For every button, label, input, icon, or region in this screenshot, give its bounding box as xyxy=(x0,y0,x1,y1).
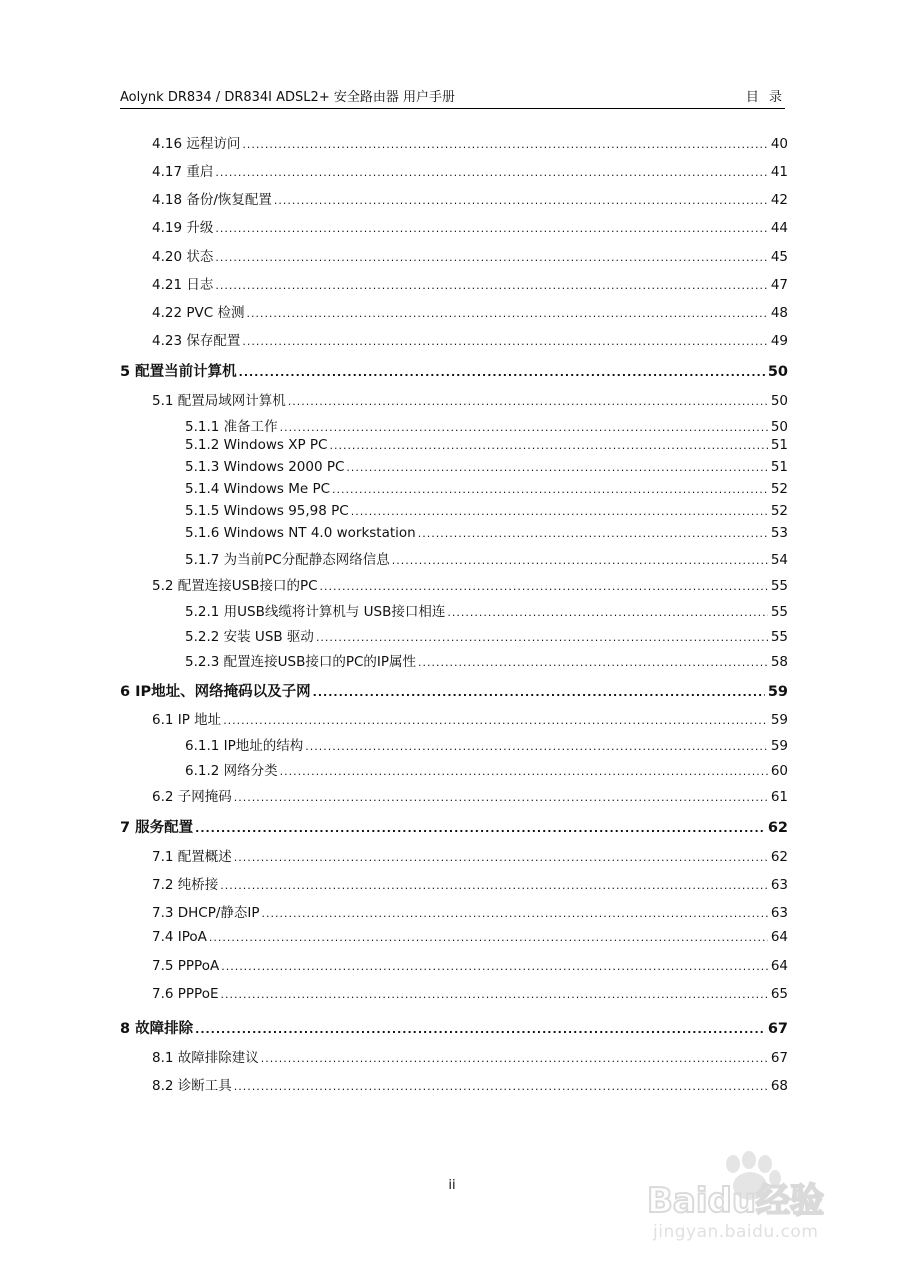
toc-entry-page: 55 xyxy=(770,578,788,594)
toc-entry-page: 51 xyxy=(770,459,788,475)
toc-entry[interactable] xyxy=(152,708,788,728)
toc-entry-page: 55 xyxy=(770,629,788,645)
toc-entry[interactable] xyxy=(185,650,788,670)
toc-entry[interactable] xyxy=(185,525,788,545)
toc-entry-page: 64 xyxy=(770,929,788,945)
toc-entry[interactable] xyxy=(152,986,788,1006)
toc-entry[interactable] xyxy=(152,574,788,594)
toc-entry-page: 59 xyxy=(770,712,788,728)
toc-entry-page: 50 xyxy=(770,419,788,435)
toc-entry[interactable] xyxy=(185,734,788,754)
toc-entry-title: 7.6 PPPoE xyxy=(152,986,219,1002)
toc-entry-page: 44 xyxy=(770,220,788,236)
toc-entry[interactable] xyxy=(185,437,788,457)
toc-entry-page: 55 xyxy=(770,604,788,620)
toc-entry-page: 67 xyxy=(767,1021,788,1037)
toc-entry[interactable] xyxy=(152,845,788,865)
toc-entry-title: 6 IP地址、网络掩码以及子网 xyxy=(120,684,311,700)
toc-entry-title: 7.5 PPPoA xyxy=(152,958,220,974)
toc-entry-title: 5.1.7 为当前PC分配静态网络信息 xyxy=(185,552,390,568)
toc-chapter[interactable] xyxy=(120,680,788,700)
toc-entry-title: 7.2 纯桥接 xyxy=(152,877,219,893)
toc-entry-page: 63 xyxy=(770,905,788,921)
toc-entry-page: 60 xyxy=(770,763,788,779)
toc-entry[interactable] xyxy=(185,759,788,779)
toc-entry[interactable] xyxy=(152,1074,788,1094)
toc-entry-page: 51 xyxy=(770,437,788,453)
toc-entry-title: 5.1 配置局域网计算机 xyxy=(152,393,286,409)
svg-text:Baidu经验: Baidu经验 xyxy=(647,1181,825,1221)
toc-entry-page: 52 xyxy=(770,481,788,497)
toc-entry-title: 6.1.2 网络分类 xyxy=(185,763,278,779)
toc-entry-title: 7.3 DHCP/静态IP xyxy=(152,905,260,921)
document-title: Aolynk DR834 / DR834I ADSL2+ 安全路由器 用户手册 xyxy=(120,90,455,105)
toc-entry[interactable] xyxy=(185,600,788,620)
toc-entry[interactable] xyxy=(152,785,788,805)
toc-entry-page: 40 xyxy=(770,136,788,152)
toc-chapter[interactable] xyxy=(120,816,788,836)
toc-entry-page: 68 xyxy=(770,1078,788,1094)
toc-entry-title: 5.1.1 准备工作 xyxy=(185,419,278,435)
toc-entry[interactable] xyxy=(152,273,788,293)
toc-entry-title: 5.2.3 配置连接USB接口的PC的IP属性 xyxy=(185,654,417,670)
page-header xyxy=(120,86,785,109)
toc-entry[interactable] xyxy=(152,958,788,978)
toc-entry[interactable] xyxy=(152,188,788,208)
toc-entry[interactable] xyxy=(185,415,788,435)
toc-entry-title: 4.18 备份/恢复配置 xyxy=(152,192,272,208)
toc-entry[interactable] xyxy=(152,929,788,949)
toc-entry-title: 7.4 IPoA xyxy=(152,929,207,945)
toc-entry-title: 5.2 配置连接USB接口的PC xyxy=(152,578,318,594)
toc-entry-page: 54 xyxy=(770,552,788,568)
toc-entry-page: 47 xyxy=(770,277,788,293)
toc-entry[interactable] xyxy=(152,1046,788,1066)
toc-entry-title: 7.1 配置概述 xyxy=(152,849,232,865)
toc-entry[interactable] xyxy=(152,389,788,409)
toc-entry-page: 50 xyxy=(767,364,788,380)
section-title: 目 录 xyxy=(745,90,785,105)
toc-entry[interactable] xyxy=(185,481,788,501)
toc-entry[interactable] xyxy=(152,160,788,180)
toc-entry-page: 63 xyxy=(770,877,788,893)
toc-entry-title: 4.20 状态 xyxy=(152,249,214,265)
baidu-jingyan-watermark xyxy=(645,1150,855,1250)
toc-entry-title: 5.1.2 Windows XP PC xyxy=(185,437,328,453)
toc-entry[interactable] xyxy=(152,301,788,321)
toc-entry-page: 48 xyxy=(770,305,788,321)
toc-entry-title: 5.1.6 Windows NT 4.0 workstation xyxy=(185,525,416,541)
toc-entry-title: 4.22 PVC 检测 xyxy=(152,305,245,321)
toc-entry-title: 8.1 故障排除建议 xyxy=(152,1050,259,1066)
toc-entry-title: 5.1.5 Windows 95,98 PC xyxy=(185,503,349,519)
toc-entry-page: 42 xyxy=(770,192,788,208)
toc-entry-title: 4.17 重启 xyxy=(152,164,214,180)
toc-entry[interactable] xyxy=(185,625,788,645)
toc-entry-title: 4.19 升级 xyxy=(152,220,214,236)
toc-entry-page: 64 xyxy=(770,958,788,974)
toc-entry-title: 4.16 远程访问 xyxy=(152,136,241,152)
toc-entry-page: 52 xyxy=(770,503,788,519)
toc-entry-page: 61 xyxy=(770,789,788,805)
toc-entry-page: 67 xyxy=(770,1050,788,1066)
toc-entry-page: 59 xyxy=(767,684,788,700)
baidu-brand-wordmark xyxy=(645,1178,855,1222)
toc-entry[interactable] xyxy=(185,503,788,523)
toc-entry-page: 58 xyxy=(770,654,788,670)
toc-entry-page: 59 xyxy=(770,738,788,754)
toc-entry[interactable] xyxy=(152,873,788,893)
toc-entry-title: 6.2 子网掩码 xyxy=(152,789,232,805)
toc-entry[interactable] xyxy=(152,329,788,349)
toc-entry-page: 53 xyxy=(770,525,788,541)
toc-entry-title: 4.23 保存配置 xyxy=(152,333,241,349)
toc-entry-page: 65 xyxy=(770,986,788,1002)
page-number: ii xyxy=(448,1178,456,1193)
toc-entry-page: 50 xyxy=(770,393,788,409)
toc-entry[interactable] xyxy=(152,901,788,921)
toc-entry-title: 5.2.2 安装 USB 驱动 xyxy=(185,629,314,645)
toc-entry-page: 49 xyxy=(770,333,788,349)
toc-entry-title: 5.1.4 Windows Me PC xyxy=(185,481,331,497)
toc-entry[interactable] xyxy=(152,216,788,236)
toc-entry-page: 41 xyxy=(770,164,788,180)
toc-entry-title: 4.21 日志 xyxy=(152,277,214,293)
toc-entry-page: 62 xyxy=(767,820,788,836)
toc-chapter[interactable] xyxy=(120,360,788,380)
toc-entry[interactable] xyxy=(185,548,788,568)
toc-entry-title: 6.1 IP 地址 xyxy=(152,712,222,728)
toc-chapter[interactable] xyxy=(120,1017,788,1037)
watermark-url: jingyan.baidu.com xyxy=(653,1222,819,1242)
toc-entry-page: 45 xyxy=(770,249,788,265)
toc-entry-title: 6.1.1 IP地址的结构 xyxy=(185,738,304,754)
toc-entry-page: 62 xyxy=(770,849,788,865)
toc-entry-title: 8 故障排除 xyxy=(120,1021,194,1037)
toc-entry-title: 5 配置当前计算机 xyxy=(120,364,237,380)
toc-entry[interactable] xyxy=(185,459,788,479)
toc-entry-title: 5.2.1 用USB线缆将计算机与 USB接口相连 xyxy=(185,604,446,620)
toc-entry[interactable] xyxy=(152,132,788,152)
toc-entry-title: 8.2 诊断工具 xyxy=(152,1078,232,1094)
toc-entry-title: 5.1.3 Windows 2000 PC xyxy=(185,459,345,475)
toc-entry[interactable] xyxy=(152,245,788,265)
toc-entry-title: 7 服务配置 xyxy=(120,820,194,836)
